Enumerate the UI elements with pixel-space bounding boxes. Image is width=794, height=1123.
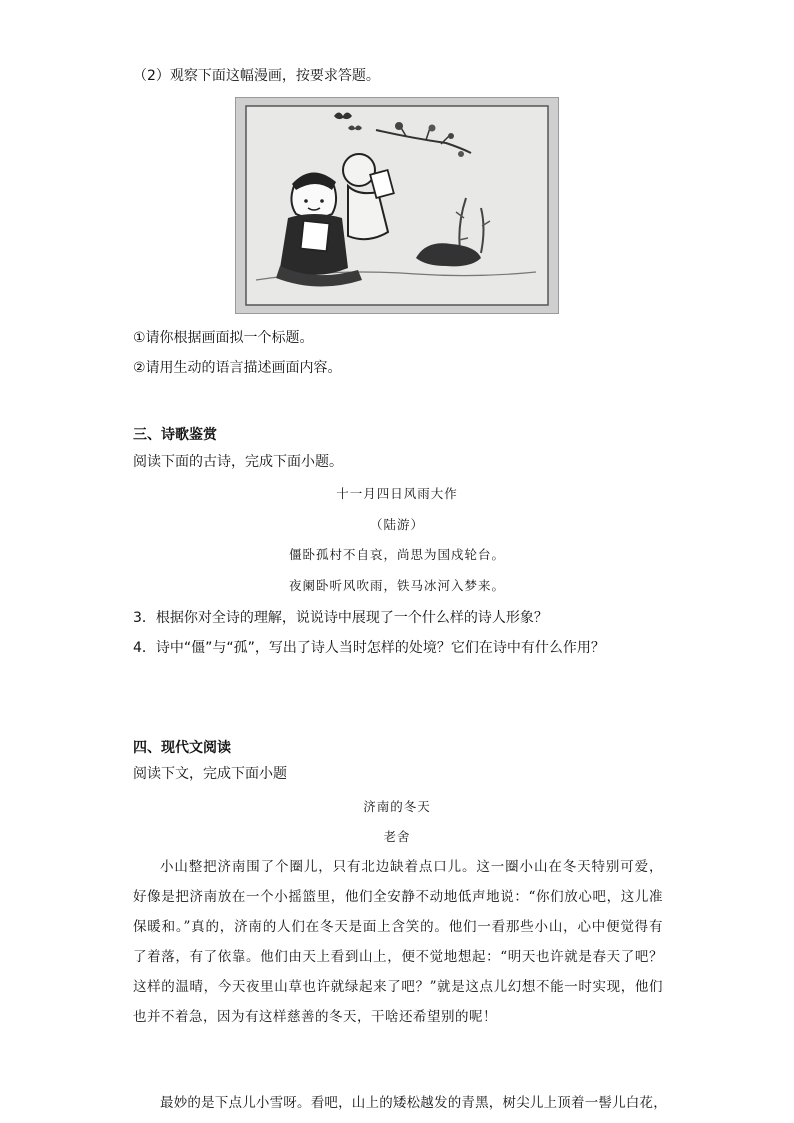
article-title: 济南的冬天: [363, 799, 431, 814]
section-4-instruction: 阅读下文，完成下面小题: [133, 766, 287, 782]
article-paragraph-2: 最妙的是下点儿小雪呀。看吧，山上的矮松越发的青黑，树尖儿上顶着一髻儿白花，: [160, 1095, 667, 1111]
question-4: 4．诗中“僵”与“孤”，写出了诗人当时怎样的处境？它们在诗中有什么作用？: [133, 640, 605, 656]
article-paragraph-1-clip: [133, 852, 663, 1088]
poem-line-1: 僵卧孤村不自哀，尚思为国戍轮台。: [288, 547, 505, 562]
poem-author: （陆游）: [369, 517, 424, 532]
section-3-instruction: 阅读下面的古诗，完成下面小题。: [133, 454, 343, 470]
section-3-heading: 三、诗歌鉴赏: [133, 427, 217, 443]
cartoon-two-children-reading-icon: [236, 98, 558, 313]
article-paragraph-1: 小山整把济南围了个圈儿，只有北边缺着点口儿。这一圈小山在冬天特别可爱，好像是把济南放在一个小摇篮里，他们全安静不动地低声地说：“你们放心吧，这儿准保暖和。”真的，济南的人们在冬天是面上含笑的。他们一看那些小山，心中便觉得有了着落，有了依靠。他们由天上看到山上，便不觉地想起：“明天也许就是春天了吧？这样的温晴，今天夜里山草也许就绿起来了吧？”就是这点儿幻想不能一时实现，他们也并不着急，因为有这样慈善的冬天，干啥还希望别的呢！: [133, 859, 663, 1025]
section-4-heading: 四、现代文阅读: [133, 740, 231, 756]
question-2-item-2: ②请用生动的语言描述画面内容。: [133, 360, 342, 376]
question-2-prompt: （2）观察下面这幅漫画，按要求答题。: [133, 68, 380, 84]
article-body: [133, 852, 667, 1118]
article-author: 老舍: [383, 829, 411, 844]
question-3: 3．根据你对全诗的理解，说说诗中展现了一个什么样的诗人形象？: [133, 610, 548, 626]
cartoon-figure: [235, 97, 559, 314]
poem-title: 十一月四日风雨大作: [336, 486, 458, 501]
question-2-item-1: ①请你根据画面拟一个标题。: [133, 330, 314, 346]
poem-line-2: 夜阑卧听风吹雨，铁马冰河入梦来。: [288, 578, 505, 593]
